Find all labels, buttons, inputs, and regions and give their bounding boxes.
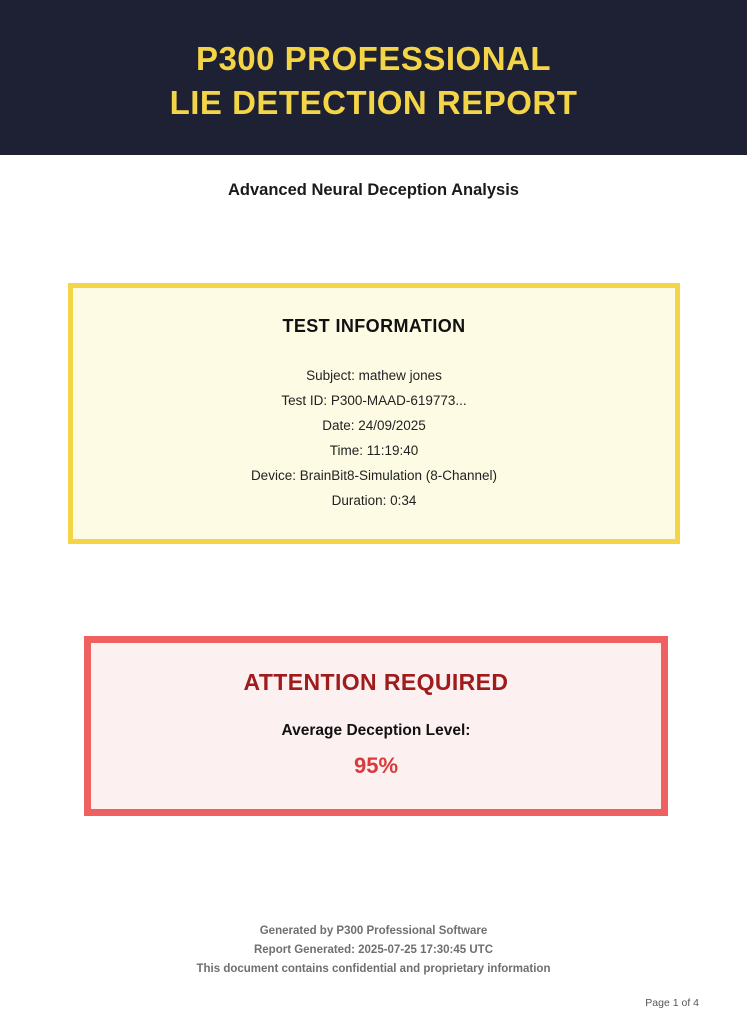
report-title-line-1: P300 PROFESSIONAL [195, 39, 552, 77]
report-title-line-2: LIE DETECTION REPORT [169, 83, 578, 121]
attention-required-box [84, 636, 668, 816]
average-deception-label: Average Deception Level: [281, 722, 471, 739]
test-info-subject: Subject: mathew jones [306, 368, 442, 383]
test-info-test-id: Test ID: P300-MAAD-619773... [281, 393, 467, 408]
footer-line-confidential: This document contains confidential and proprietary information [196, 963, 551, 975]
test-information-box [68, 283, 680, 544]
test-information-title: TEST INFORMATION [282, 316, 466, 336]
report-header [0, 0, 747, 155]
report-footer [0, 922, 747, 979]
attention-required-title: ATTENTION REQUIRED [243, 669, 509, 695]
test-info-time: Time: 11:19:40 [329, 443, 419, 458]
test-info-device: Device: BrainBit8-Simulation (8-Channel) [250, 468, 498, 483]
footer-line-generated-by: Generated by P300 Professional Software [259, 925, 488, 937]
test-info-date: Date: 24/09/2025 [322, 418, 426, 433]
test-info-duration: Duration: 0:34 [331, 493, 417, 508]
footer-line-report-generated: Report Generated: 2025-07-25 17:30:45 UTC [253, 944, 494, 956]
report-subtitle: Advanced Neural Deception Analysis [228, 181, 519, 199]
average-deception-value: 95% [353, 753, 399, 778]
page-number: Page 1 of 4 [645, 997, 699, 1009]
